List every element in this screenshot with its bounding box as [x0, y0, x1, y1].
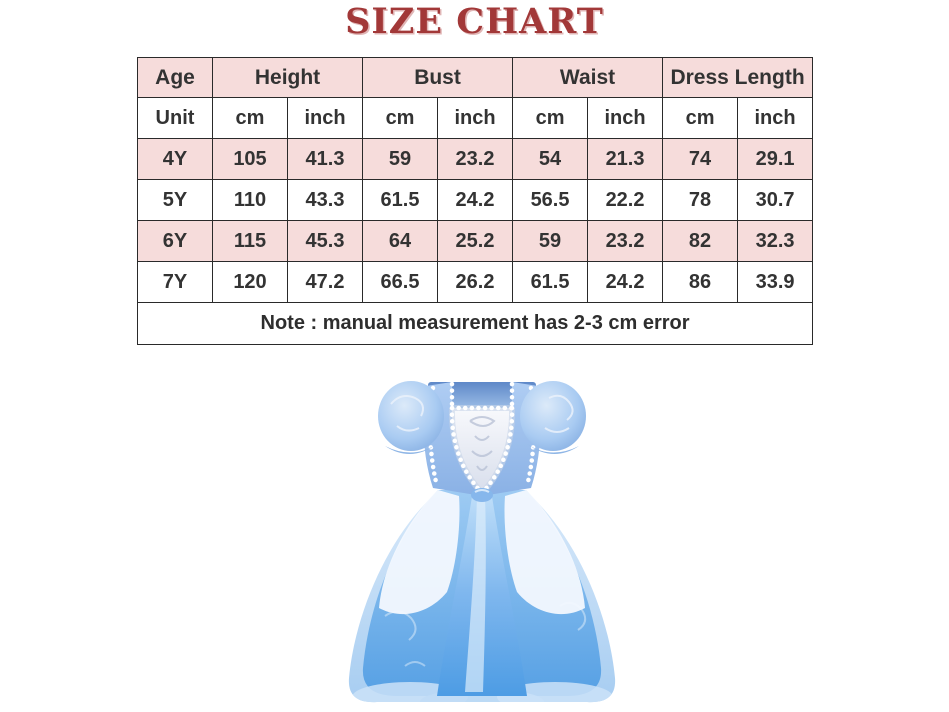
size-table [137, 57, 813, 345]
waist-cm-cell: 61.5 [513, 262, 588, 303]
bust-inch-cell: 24.2 [438, 180, 513, 221]
waist-cm-cell: 54 [513, 139, 588, 180]
height-cm-cell: 115 [213, 221, 288, 262]
unit-cm: cm [363, 98, 438, 139]
column-header-height: Height [213, 58, 363, 98]
bust-inch-cell: 25.2 [438, 221, 513, 262]
page-title: SIZE CHART [345, 1, 604, 42]
waist-inch-cell: 23.2 [588, 221, 663, 262]
age-cell: 7Y [138, 262, 213, 303]
column-header-bust: Bust [363, 58, 513, 98]
height-inch-cell: 41.3 [288, 139, 363, 180]
waist-cm-cell: 59 [513, 221, 588, 262]
unit-inch: inch [288, 98, 363, 139]
length-cm-cell: 78 [663, 180, 738, 221]
waist-inch-cell: 21.3 [588, 139, 663, 180]
length-cm-cell: 86 [663, 262, 738, 303]
bust-cm-cell: 64 [363, 221, 438, 262]
unit-cm: cm [213, 98, 288, 139]
height-inch-cell: 47.2 [288, 262, 363, 303]
height-cm-cell: 110 [213, 180, 288, 221]
table-row-5y [138, 180, 813, 221]
table-header-row [138, 58, 813, 98]
column-header-dress-length: Dress Length [663, 58, 813, 98]
age-cell: 5Y [138, 180, 213, 221]
waist-inch-cell: 24.2 [588, 262, 663, 303]
height-cm-cell: 120 [213, 262, 288, 303]
height-inch-cell: 43.3 [288, 180, 363, 221]
unit-inch: inch [738, 98, 813, 139]
height-cm-cell: 105 [213, 139, 288, 180]
age-cell: 6Y [138, 221, 213, 262]
waist-inch-cell: 22.2 [588, 180, 663, 221]
height-inch-cell: 45.3 [288, 221, 363, 262]
age-cell: 4Y [138, 139, 213, 180]
table-row-6y [138, 221, 813, 262]
length-inch-cell: 32.3 [738, 221, 813, 262]
length-cm-cell: 82 [663, 221, 738, 262]
column-header-age: Age [138, 58, 213, 98]
bust-inch-cell: 26.2 [438, 262, 513, 303]
length-cm-cell: 74 [663, 139, 738, 180]
waist-cm-cell: 56.5 [513, 180, 588, 221]
dress-illustration [325, 366, 640, 712]
length-inch-cell: 33.9 [738, 262, 813, 303]
unit-header-row [138, 98, 813, 139]
length-inch-cell: 30.7 [738, 180, 813, 221]
note-row [138, 303, 813, 345]
product-image [325, 366, 640, 712]
table-row-7y [138, 262, 813, 303]
measurement-note: Note : manual measurement has 2-3 cm error [138, 303, 813, 345]
bust-cm-cell: 61.5 [363, 180, 438, 221]
unit-label: Unit [138, 98, 213, 139]
unit-inch: inch [588, 98, 663, 139]
bust-inch-cell: 23.2 [438, 139, 513, 180]
column-header-waist: Waist [513, 58, 663, 98]
unit-cm: cm [513, 98, 588, 139]
dress-bodice [423, 382, 540, 502]
unit-cm: cm [663, 98, 738, 139]
dress-skirt [349, 490, 615, 712]
length-inch-cell: 29.1 [738, 139, 813, 180]
bust-cm-cell: 66.5 [363, 262, 438, 303]
bust-cm-cell: 59 [363, 139, 438, 180]
unit-inch: inch [438, 98, 513, 139]
table-row-4y [138, 139, 813, 180]
